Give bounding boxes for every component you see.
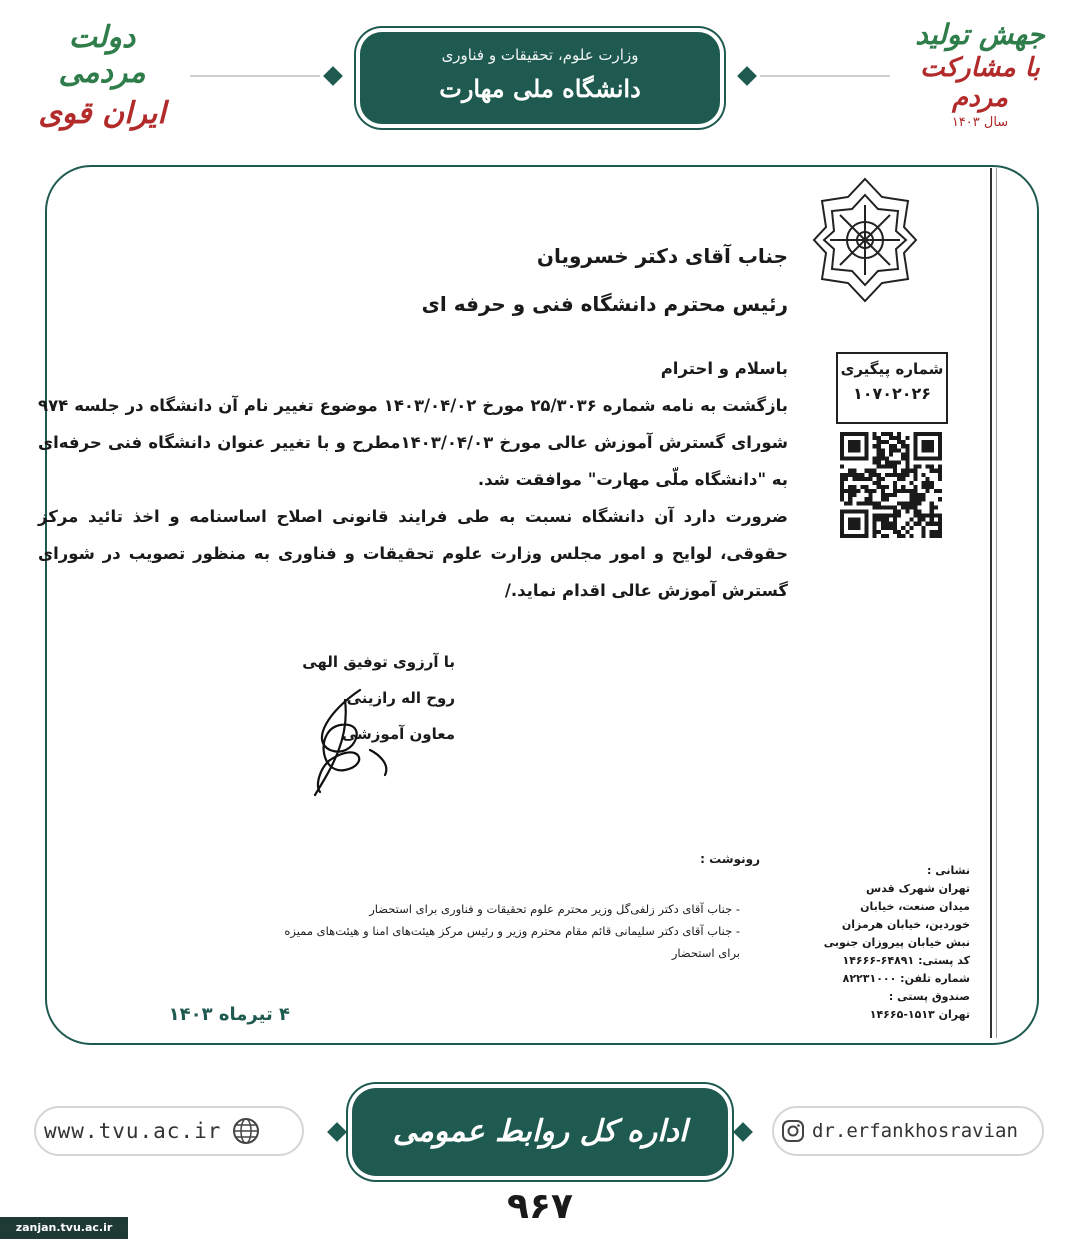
signer-title: معاون آموزشی bbox=[341, 725, 455, 743]
paragraph-2: ضرورت دارد آن دانشگاه نسبت به طی فرایند قانونی اصلاح اساسنامه و اخذ تائید مرکز حقوقی، لوایح و امور مجلس وزارت علوم تحقیقات و فناوری به منظور تصویب در شورای گسترش آموزش عالی اقدام نماید./ bbox=[38, 507, 788, 600]
header-diamond-right bbox=[737, 66, 757, 86]
corner-site-label: zanjan.tvu.ac.ir bbox=[0, 1217, 128, 1239]
addressee-block bbox=[288, 232, 788, 328]
letter-body bbox=[38, 350, 788, 609]
header-badge bbox=[360, 32, 720, 124]
tracking-label: شماره پیگیری bbox=[840, 360, 944, 378]
instagram-icon bbox=[780, 1118, 806, 1144]
addressee-title: رئیس محترم دانشگاه فنی و حرفه ای bbox=[421, 292, 788, 316]
ministry-name: وزارت علوم، تحقیقات و فناوری bbox=[441, 46, 639, 64]
greeting: باسلام و احترام bbox=[660, 359, 788, 378]
university-name: دانشگاه ملی مهارت bbox=[439, 74, 641, 103]
address-line: تهران ۱۵۱۳-۱۴۶۶۵ bbox=[869, 1008, 970, 1021]
address-line: خوردین، خیابان هرمزان bbox=[841, 918, 970, 931]
address-line: نبش خیابان پیروزان جنوبی bbox=[823, 936, 970, 949]
address-line: تهران شهرک قدس bbox=[866, 882, 970, 895]
footer-badge: اداره کل روابط عمومی bbox=[352, 1088, 728, 1176]
website-pill[interactable] bbox=[34, 1106, 304, 1156]
address-block bbox=[820, 862, 970, 1024]
paragraph-1: بازگشت به نامه شماره ۲۵/۳۰۳۶ مورخ ۱۴۰۳/۰۴/۰۲ موضوع تغییر نام آن دانشگاه در جلسه ۹۷۴ شورای گسترش آموزش عالی مورخ ۱۴۰۳/۰۴/۰۳مطرح و با تغییر عنوان دانشگاه فنی حرفه‌ای به "دانشگاه ملّی مهارت" موافقت شد. bbox=[38, 396, 788, 489]
slogan-left-line1: دولت مردمی bbox=[58, 20, 146, 90]
address-line: نشانی : bbox=[927, 864, 970, 877]
header-rule-right bbox=[760, 75, 890, 77]
page-number: ۹۶۷ bbox=[507, 1186, 573, 1227]
margin-rule bbox=[990, 168, 992, 1038]
signer-name: روح اله رازینی bbox=[346, 689, 455, 707]
cc-item: - جناب آقای دکتر سلیمانی قائم مقام محترم وزیر و رئیس مرکز هیئت‌های امنا و هیئت‌های ممیزه برای استحضار bbox=[284, 924, 740, 960]
margin-rule-thin bbox=[996, 168, 997, 1038]
slogan-right-line1: جهش تولید bbox=[915, 18, 1045, 51]
qr-code-icon[interactable] bbox=[840, 432, 942, 538]
signature-icon bbox=[300, 680, 410, 800]
website-url[interactable]: www.tvu.ac.ir bbox=[44, 1119, 222, 1143]
slogan-right-line2: با مشارکت مردم bbox=[920, 53, 1040, 113]
address-line: شماره تلفن: ۸۲۲۳۱۰۰۰ bbox=[842, 972, 970, 985]
tracking-box bbox=[836, 352, 948, 424]
instagram-pill[interactable] bbox=[772, 1106, 1044, 1156]
header-diamond-left bbox=[323, 66, 343, 86]
closing-phrase: با آرزوی توفیق الهی bbox=[302, 653, 455, 671]
address-line: میدان صنعت، خیابان bbox=[860, 900, 970, 913]
header-rule-left bbox=[190, 75, 320, 77]
address-line: صندوق پستی : bbox=[888, 990, 970, 1003]
slogan-logo-left bbox=[22, 20, 182, 140]
letter-date: ۴ تیرماه ۱۴۰۳ bbox=[168, 1004, 290, 1025]
tracking-number: ۱۰۷۰۲۰۲۶ bbox=[852, 384, 932, 403]
globe-icon bbox=[231, 1116, 261, 1146]
slogan-logo-right bbox=[900, 18, 1060, 158]
instagram-handle[interactable]: dr.erfankhosravian bbox=[812, 1120, 1018, 1142]
slogan-left-line2: ایران قوی bbox=[38, 96, 166, 131]
footer-diamond-right bbox=[733, 1122, 753, 1142]
address-line: کد پستی: ۶۴۸۹۱-۱۴۶۶۶ bbox=[842, 954, 970, 967]
footer-diamond-left bbox=[327, 1122, 347, 1142]
cc-title: رونوشت : bbox=[700, 852, 760, 866]
slogan-right-line3: سال ۱۴۰۳ bbox=[951, 115, 1009, 130]
cc-item: - جناب آقای دکتر زلفی‌گل وزیر محترم علوم تحقیقات و فناوری برای استحضار bbox=[369, 902, 740, 916]
addressee-name: جناب آقای دکتر خسرویان bbox=[536, 244, 788, 268]
cc-list bbox=[260, 898, 740, 964]
ornament-emblem-icon bbox=[810, 175, 920, 305]
